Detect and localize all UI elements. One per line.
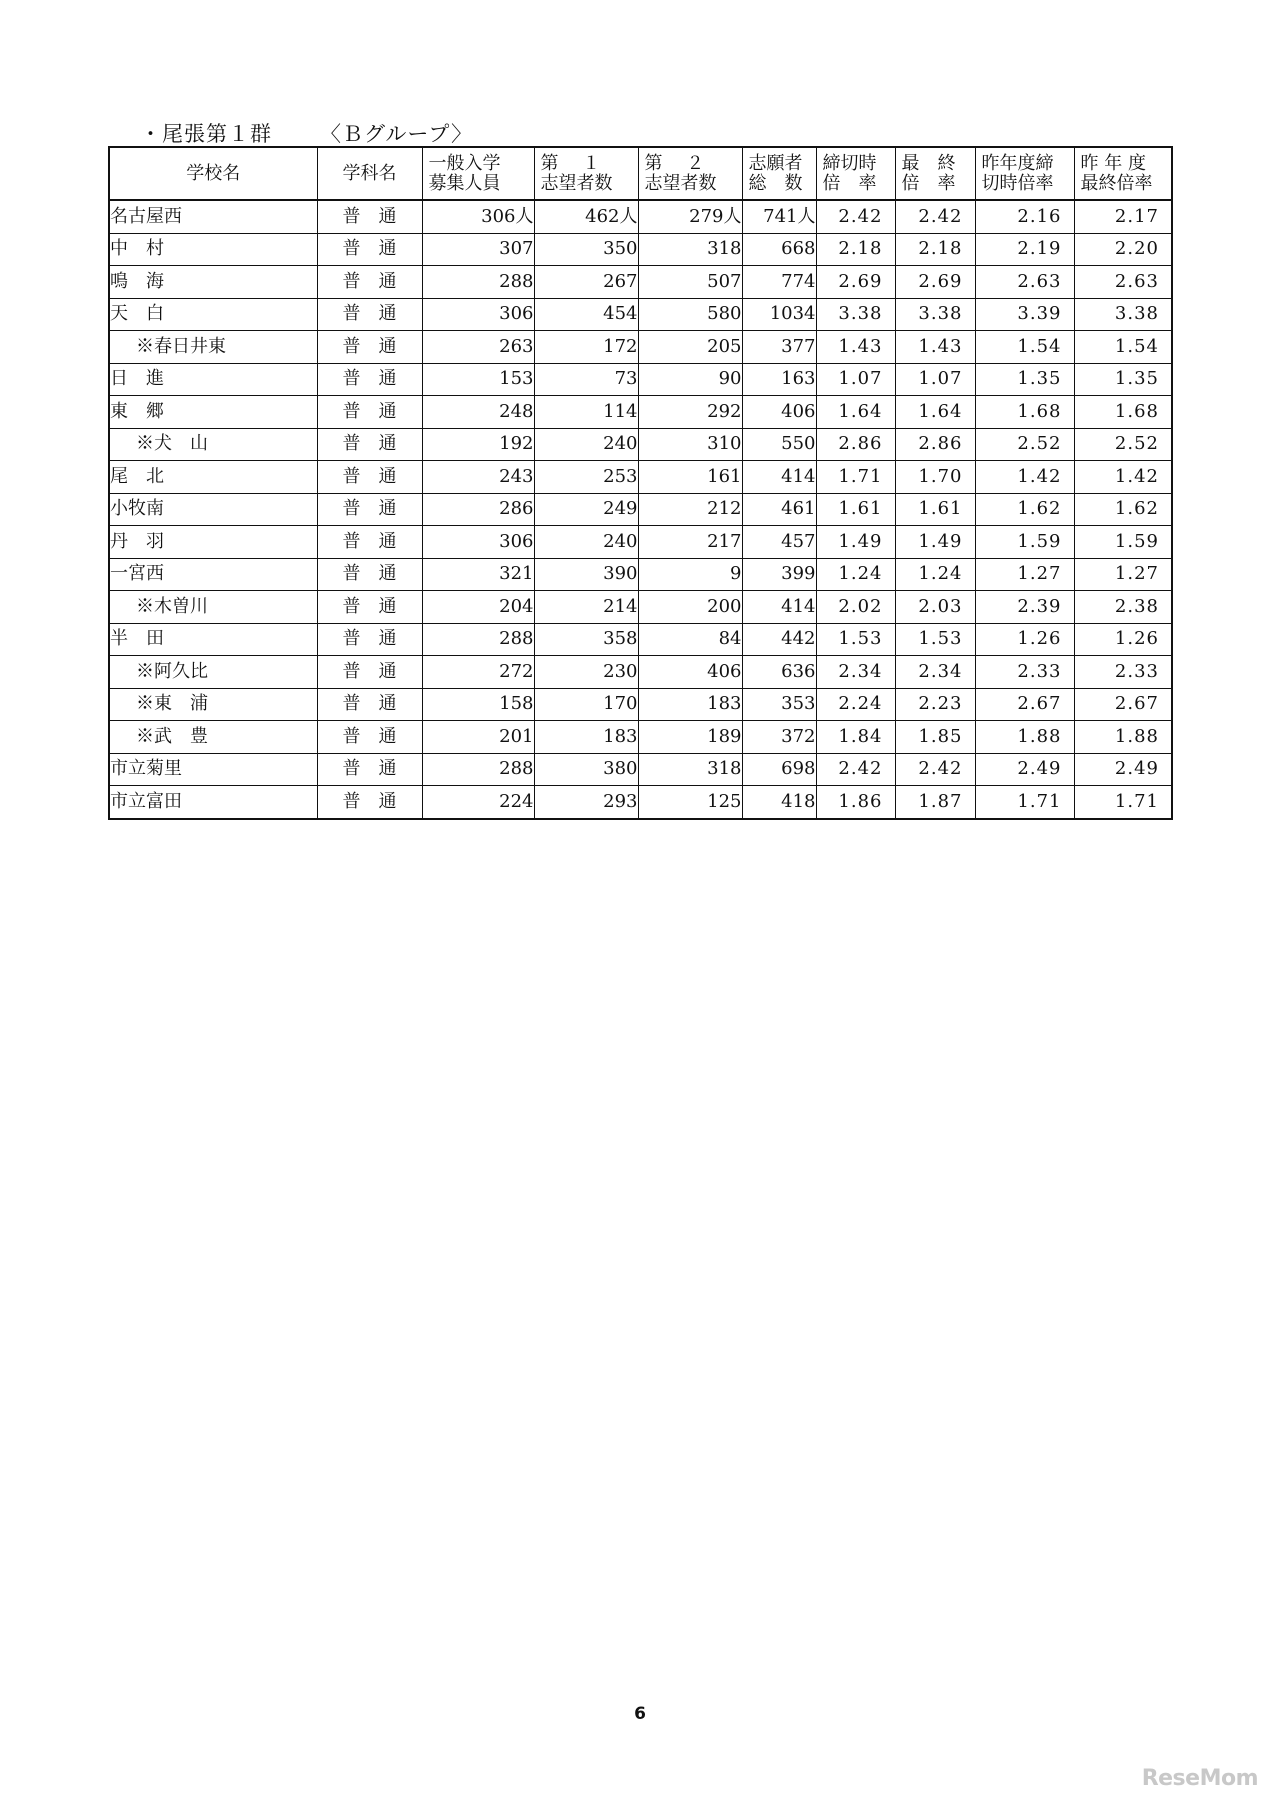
cell-first-choice: 240 — [534, 428, 638, 461]
cell-total: 418 — [742, 786, 816, 819]
cell-dept: 普 通 — [317, 233, 422, 266]
cell-deadline-ratio: 2.18 — [816, 233, 895, 266]
cell-quota: 307 — [422, 233, 534, 266]
cell-final-ratio: 1.87 — [895, 786, 975, 819]
cell-last-deadline-ratio: 1.62 — [975, 493, 1074, 526]
table-row — [109, 461, 1172, 494]
cell-deadline-ratio: 2.24 — [816, 688, 895, 721]
cell-total: 353 — [742, 688, 816, 721]
header-first-line2: 志望者数 — [540, 172, 613, 194]
cell-dept: 普 通 — [317, 331, 422, 364]
cell-total: 774 — [742, 266, 816, 299]
table-body — [109, 200, 1172, 819]
cell-second-choice: 507 — [638, 266, 742, 299]
table-row — [109, 688, 1172, 721]
cell-second-choice: 205 — [638, 331, 742, 364]
cell-dept: 普 通 — [317, 428, 422, 461]
cell-first-choice: 114 — [534, 396, 638, 429]
cell-deadline-ratio: 1.84 — [816, 721, 895, 754]
cell-second-choice: 217 — [638, 526, 742, 559]
cell-total: 406 — [742, 396, 816, 429]
cell-last-final-ratio: 1.35 — [1074, 363, 1172, 396]
cell-last-deadline-ratio: 1.27 — [975, 558, 1074, 591]
cell-school: 小牧南 — [109, 493, 317, 526]
cell-dept: 普 通 — [317, 721, 422, 754]
table-header-row — [109, 147, 1172, 200]
header-second-choice — [638, 147, 742, 200]
cell-quota: 248 — [422, 396, 534, 429]
cell-first-choice: 170 — [534, 688, 638, 721]
cell-last-final-ratio: 1.68 — [1074, 396, 1172, 429]
cell-first-choice: 390 — [534, 558, 638, 591]
cell-deadline-ratio: 2.42 — [816, 753, 895, 786]
cell-first-choice: 249 — [534, 493, 638, 526]
cell-final-ratio: 2.23 — [895, 688, 975, 721]
table-row — [109, 363, 1172, 396]
cell-school: 中 村 — [109, 233, 317, 266]
cell-school: 日 進 — [109, 363, 317, 396]
cell-total: 698 — [742, 753, 816, 786]
header-last-final-line2: 最終倍率 — [1080, 172, 1153, 194]
cell-final-ratio: 1.43 — [895, 331, 975, 364]
header-deadline-line2: 倍 率 — [822, 172, 877, 194]
cell-total: 1034 — [742, 298, 816, 331]
cell-first-choice: 214 — [534, 591, 638, 624]
cell-second-choice: 318 — [638, 233, 742, 266]
cell-deadline-ratio: 1.53 — [816, 623, 895, 656]
cell-deadline-ratio: 2.42 — [816, 200, 895, 233]
cell-final-ratio: 1.85 — [895, 721, 975, 754]
header-deadline-ratio — [816, 147, 895, 200]
table-row — [109, 266, 1172, 299]
table-row — [109, 331, 1172, 364]
header-dept: 学科名 — [317, 147, 422, 200]
cell-last-final-ratio: 2.20 — [1074, 233, 1172, 266]
cell-second-choice: 292 — [638, 396, 742, 429]
cell-deadline-ratio: 2.02 — [816, 591, 895, 624]
cell-second-choice: 580 — [638, 298, 742, 331]
cell-school: 一宮西 — [109, 558, 317, 591]
cell-last-deadline-ratio: 3.39 — [975, 298, 1074, 331]
cell-last-final-ratio: 1.71 — [1074, 786, 1172, 819]
cell-total: 741人 — [742, 200, 816, 233]
cell-quota: 288 — [422, 753, 534, 786]
header-final-line2: 倍 率 — [901, 172, 956, 194]
cell-second-choice: 183 — [638, 688, 742, 721]
cell-last-deadline-ratio: 1.26 — [975, 623, 1074, 656]
cell-deadline-ratio: 1.64 — [816, 396, 895, 429]
section-title — [140, 118, 473, 148]
table-row — [109, 233, 1172, 266]
cell-final-ratio: 1.24 — [895, 558, 975, 591]
cell-deadline-ratio: 1.86 — [816, 786, 895, 819]
cell-second-choice: 318 — [638, 753, 742, 786]
cell-dept: 普 通 — [317, 623, 422, 656]
header-total-line2: 総 数 — [748, 172, 803, 194]
cell-dept: 普 通 — [317, 526, 422, 559]
cell-school: 丹 羽 — [109, 526, 317, 559]
cell-quota: 272 — [422, 656, 534, 689]
cell-last-deadline-ratio: 2.16 — [975, 200, 1074, 233]
cell-second-choice: 212 — [638, 493, 742, 526]
header-total-line1: 志願者 — [748, 152, 803, 174]
cell-school: 鳴 海 — [109, 266, 317, 299]
table-row — [109, 656, 1172, 689]
cell-total: 668 — [742, 233, 816, 266]
cell-quota: 158 — [422, 688, 534, 721]
cell-last-deadline-ratio: 2.33 — [975, 656, 1074, 689]
cell-quota: 263 — [422, 331, 534, 364]
cell-last-final-ratio: 1.54 — [1074, 331, 1172, 364]
cell-final-ratio: 2.34 — [895, 656, 975, 689]
cell-total: 461 — [742, 493, 816, 526]
header-quota-line2: 募集人員 — [428, 172, 501, 194]
header-second-line2: 志望者数 — [644, 172, 717, 194]
cell-last-deadline-ratio: 2.63 — [975, 266, 1074, 299]
header-first-line1: 第 １ — [540, 152, 601, 174]
cell-school: 名古屋西 — [109, 200, 317, 233]
cell-school: 半 田 — [109, 623, 317, 656]
cell-dept: 普 通 — [317, 266, 422, 299]
cell-final-ratio: 1.70 — [895, 461, 975, 494]
cell-last-deadline-ratio: 1.54 — [975, 331, 1074, 364]
cell-deadline-ratio: 1.71 — [816, 461, 895, 494]
cell-second-choice: 279人 — [638, 200, 742, 233]
cell-last-final-ratio: 1.27 — [1074, 558, 1172, 591]
cell-second-choice: 200 — [638, 591, 742, 624]
cell-total: 163 — [742, 363, 816, 396]
cell-final-ratio: 1.64 — [895, 396, 975, 429]
header-last-final-line1: 昨 年 度 — [1080, 152, 1146, 174]
header-total — [742, 147, 816, 200]
cell-school: ※犬 山 — [109, 428, 317, 461]
cell-last-deadline-ratio: 1.59 — [975, 526, 1074, 559]
cell-first-choice: 253 — [534, 461, 638, 494]
cell-last-deadline-ratio: 1.71 — [975, 786, 1074, 819]
cell-second-choice: 406 — [638, 656, 742, 689]
cell-first-choice: 380 — [534, 753, 638, 786]
cell-last-deadline-ratio: 2.39 — [975, 591, 1074, 624]
cell-quota: 288 — [422, 266, 534, 299]
cell-school: 市立富田 — [109, 786, 317, 819]
header-final-line1: 最 終 — [901, 152, 956, 174]
cell-school: 東 郷 — [109, 396, 317, 429]
cell-last-final-ratio: 3.38 — [1074, 298, 1172, 331]
cell-last-final-ratio: 1.42 — [1074, 461, 1172, 494]
cell-dept: 普 通 — [317, 396, 422, 429]
cell-total: 550 — [742, 428, 816, 461]
cell-last-deadline-ratio: 2.49 — [975, 753, 1074, 786]
header-last-deadline-line1: 昨年度締 — [981, 152, 1054, 174]
cell-last-final-ratio: 1.59 — [1074, 526, 1172, 559]
cell-quota: 243 — [422, 461, 534, 494]
cell-final-ratio: 3.38 — [895, 298, 975, 331]
cell-school: 市立菊里 — [109, 753, 317, 786]
page-number: 6 — [634, 1704, 646, 1724]
section-name: ・尾張第１群 — [140, 122, 272, 146]
cell-last-deadline-ratio: 2.19 — [975, 233, 1074, 266]
cell-total: 399 — [742, 558, 816, 591]
cell-total: 442 — [742, 623, 816, 656]
header-last-year-deadline — [975, 147, 1074, 200]
cell-final-ratio: 2.42 — [895, 200, 975, 233]
cell-deadline-ratio: 1.61 — [816, 493, 895, 526]
cell-first-choice: 462人 — [534, 200, 638, 233]
cell-quota: 286 — [422, 493, 534, 526]
cell-deadline-ratio: 2.34 — [816, 656, 895, 689]
cell-deadline-ratio: 1.24 — [816, 558, 895, 591]
table-row — [109, 526, 1172, 559]
cell-last-final-ratio: 2.67 — [1074, 688, 1172, 721]
cell-school: 天 白 — [109, 298, 317, 331]
cell-last-final-ratio: 2.17 — [1074, 200, 1172, 233]
cell-last-deadline-ratio: 1.42 — [975, 461, 1074, 494]
cell-final-ratio: 1.49 — [895, 526, 975, 559]
cell-last-final-ratio: 2.52 — [1074, 428, 1172, 461]
cell-quota: 288 — [422, 623, 534, 656]
cell-first-choice: 230 — [534, 656, 638, 689]
cell-total: 414 — [742, 591, 816, 624]
cell-first-choice: 358 — [534, 623, 638, 656]
cell-school: ※東 浦 — [109, 688, 317, 721]
cell-last-final-ratio: 1.26 — [1074, 623, 1172, 656]
table-row — [109, 753, 1172, 786]
cell-school: ※武 豊 — [109, 721, 317, 754]
cell-total: 414 — [742, 461, 816, 494]
cell-final-ratio: 2.86 — [895, 428, 975, 461]
cell-quota: 204 — [422, 591, 534, 624]
cell-quota: 306人 — [422, 200, 534, 233]
cell-quota: 192 — [422, 428, 534, 461]
cell-quota: 306 — [422, 298, 534, 331]
cell-final-ratio: 2.18 — [895, 233, 975, 266]
cell-dept: 普 通 — [317, 656, 422, 689]
cell-dept: 普 通 — [317, 786, 422, 819]
cell-last-deadline-ratio: 1.88 — [975, 721, 1074, 754]
cell-last-final-ratio: 1.62 — [1074, 493, 1172, 526]
table-row — [109, 428, 1172, 461]
cell-last-final-ratio: 2.38 — [1074, 591, 1172, 624]
header-last-deadline-line2: 切時倍率 — [981, 172, 1054, 194]
cell-school: ※阿久比 — [109, 656, 317, 689]
table-row — [109, 623, 1172, 656]
cell-last-deadline-ratio: 2.67 — [975, 688, 1074, 721]
table-row — [109, 591, 1172, 624]
header-deadline-line1: 締切時 — [822, 152, 877, 174]
cell-quota: 201 — [422, 721, 534, 754]
cell-final-ratio: 1.53 — [895, 623, 975, 656]
cell-dept: 普 通 — [317, 200, 422, 233]
results-table — [108, 146, 1173, 820]
cell-dept: 普 通 — [317, 298, 422, 331]
cell-deadline-ratio: 1.07 — [816, 363, 895, 396]
cell-dept: 普 通 — [317, 591, 422, 624]
cell-dept: 普 通 — [317, 558, 422, 591]
watermark-logo: ReseMom — [1141, 1766, 1258, 1791]
section-group: 〈Ｂグループ〉 — [320, 122, 473, 146]
cell-dept: 普 通 — [317, 461, 422, 494]
cell-first-choice: 183 — [534, 721, 638, 754]
cell-first-choice: 267 — [534, 266, 638, 299]
cell-school: 尾 北 — [109, 461, 317, 494]
cell-first-choice: 293 — [534, 786, 638, 819]
cell-second-choice: 9 — [638, 558, 742, 591]
header-first-choice — [534, 147, 638, 200]
cell-total: 372 — [742, 721, 816, 754]
cell-deadline-ratio: 1.49 — [816, 526, 895, 559]
cell-second-choice: 84 — [638, 623, 742, 656]
cell-second-choice: 125 — [638, 786, 742, 819]
cell-quota: 321 — [422, 558, 534, 591]
cell-dept: 普 通 — [317, 363, 422, 396]
cell-deadline-ratio: 2.69 — [816, 266, 895, 299]
cell-total: 457 — [742, 526, 816, 559]
cell-last-deadline-ratio: 1.35 — [975, 363, 1074, 396]
cell-second-choice: 189 — [638, 721, 742, 754]
cell-quota: 153 — [422, 363, 534, 396]
table-row — [109, 786, 1172, 819]
cell-final-ratio: 2.42 — [895, 753, 975, 786]
cell-quota: 306 — [422, 526, 534, 559]
header-last-year-final — [1074, 147, 1172, 200]
cell-deadline-ratio: 1.43 — [816, 331, 895, 364]
cell-total: 377 — [742, 331, 816, 364]
cell-quota: 224 — [422, 786, 534, 819]
cell-last-final-ratio: 2.33 — [1074, 656, 1172, 689]
cell-final-ratio: 2.69 — [895, 266, 975, 299]
table-row — [109, 396, 1172, 429]
cell-final-ratio: 1.07 — [895, 363, 975, 396]
header-final-ratio — [895, 147, 975, 200]
cell-last-final-ratio: 2.63 — [1074, 266, 1172, 299]
header-quota — [422, 147, 534, 200]
cell-deadline-ratio: 2.86 — [816, 428, 895, 461]
table-row — [109, 298, 1172, 331]
cell-first-choice: 172 — [534, 331, 638, 364]
cell-last-deadline-ratio: 1.68 — [975, 396, 1074, 429]
cell-first-choice: 454 — [534, 298, 638, 331]
table-row — [109, 558, 1172, 591]
header-second-line1: 第 ２ — [644, 152, 705, 174]
cell-school: ※春日井東 — [109, 331, 317, 364]
table-row — [109, 493, 1172, 526]
cell-first-choice: 73 — [534, 363, 638, 396]
cell-dept: 普 通 — [317, 753, 422, 786]
cell-first-choice: 240 — [534, 526, 638, 559]
cell-last-deadline-ratio: 2.52 — [975, 428, 1074, 461]
cell-final-ratio: 2.03 — [895, 591, 975, 624]
header-quota-line1: 一般入学 — [428, 152, 501, 174]
cell-deadline-ratio: 3.38 — [816, 298, 895, 331]
cell-dept: 普 通 — [317, 493, 422, 526]
table-row — [109, 721, 1172, 754]
cell-final-ratio: 1.61 — [895, 493, 975, 526]
cell-first-choice: 350 — [534, 233, 638, 266]
cell-second-choice: 90 — [638, 363, 742, 396]
cell-last-final-ratio: 1.88 — [1074, 721, 1172, 754]
cell-school: ※木曽川 — [109, 591, 317, 624]
cell-second-choice: 161 — [638, 461, 742, 494]
cell-second-choice: 310 — [638, 428, 742, 461]
table-row — [109, 200, 1172, 233]
cell-dept: 普 通 — [317, 688, 422, 721]
cell-last-final-ratio: 2.49 — [1074, 753, 1172, 786]
header-school: 学校名 — [109, 147, 317, 200]
cell-total: 636 — [742, 656, 816, 689]
